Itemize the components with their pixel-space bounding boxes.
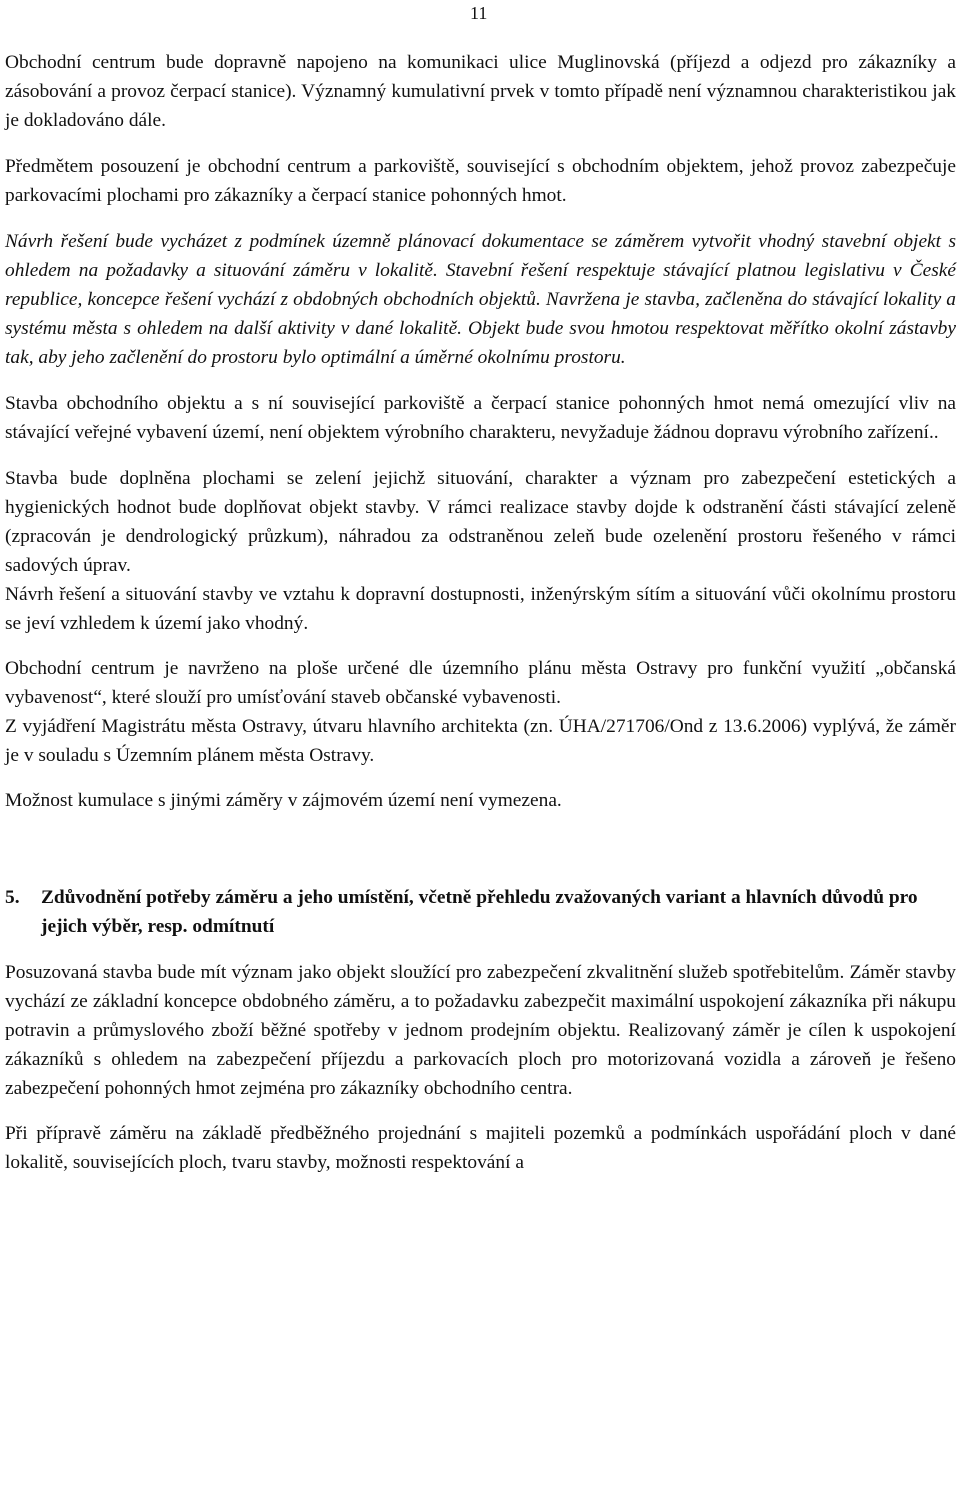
page-number: 11 [470, 3, 488, 23]
paragraph-traffic-connection: Obchodní centrum bude dopravně napojeno na komunikaci ulice Muglinovská (příjezd a odjezd pro zákazníky a zásobování a provoz čerpací stanice). Významný kumulativní prvek v tomto případě není významnou charakteristikou jak je dokladováno dále. [5, 52, 956, 131]
section-number: 5. [5, 887, 20, 908]
paragraph-zoning-plan: Obchodní centrum je navrženo na ploše určené dle územního plánu města Ostravy pro funkční využití „občanská vybavenost“, které slouží pro umísťování staveb občanské vybavenosti. [5, 658, 956, 708]
paragraph-no-restrictive-impact: Stavba obchodního objektu a s ní související parkoviště a čerpací stanice pohonných hmot nemá omezující vliv na stávající veřejné vybavení území, není objektem výrobního charakteru, nevyžaduje žádnou dopravu výrobního zařízení.. [5, 393, 956, 443]
paragraph-greenery: Stavba bude doplněna plochami se zelení jejichž situování, charakter a význam pro zabezpečení estetických a hygienických hodnot bude doplňovat objekt stavby. V rámci realizace stavby dojde k odstranění části stávající zeleně (zpracován je dendrologický průzkum), náhradou za odstraněnou zeleň bude ozelenění prostoru řešeného v rámci sadových úprav. [5, 468, 956, 576]
paragraph-magistrate-statement: Z vyjádření Magistrátu města Ostravy, útvaru hlavního architekta (zn. ÚHA/271706/Ond z 13.6.2006) vyplývá, že záměr je v souladu s Územním plánem města Ostravy. [5, 716, 956, 766]
section-title: Zdůvodnění potřeby záměru a jeho umístění, včetně přehledu zvažovaných variant a hlavních důvodů pro jejich výběr, resp. odmítnutí [41, 887, 918, 937]
paragraph-design-solution: Návrh řešení bude vycházet z podmínek územně plánovací dokumentace se záměrem vytvořit vhodný stavební objekt s ohledem na požadavky a situování záměru v lokalitě. Stavební řešení respektuje stávající platnou legislativu v České republice, koncepce řešení vychází z obdobných obchodních objektů. Navržena je stavba, začleněna do stávající lokality a systému města s ohledem na další aktivity v dané lokalitě. Objekt bude svou hmotou respektovat měřítko okolní zástavby tak, aby jeho začlenění do prostoru bylo optimální a úměrné okolnímu prostoru. [5, 231, 956, 368]
paragraph-justification: Posuzovaná stavba bude mít význam jako objekt sloužící pro zabezpečení zkvalitnění služeb spotřebitelům. Záměr stavby vychází ze základní koncepce obdobného záměru, a to požadavku zabezpečit maximální uspokojení zákazníka při nákupu potravin a průmyslového zboží běžné spotřeby v jednom prodejním objektu. Realizovaný záměr je cílen k uspokojení zákazníků s ohledem na zabezpečení příjezdu a parkovacích ploch pro motorizovaná vozidla a zároveň je řešeno zabezpečení pohonných hmot zejména pro zákazníky obchodního centra. [5, 962, 956, 1099]
paragraph-cumulation: Možnost kumulace s jinými záměry v zájmovém území není vymezena. [5, 790, 562, 811]
section-heading [5, 883, 956, 941]
paragraph-situation-suitability: Návrh řešení a situování stavby ve vztahu k dopravní dostupnosti, inženýrským sítím a situování vůči okolnímu prostoru se jeví vzhledem k území jako vhodný. [5, 584, 956, 634]
paragraph-subject-of-assessment: Předmětem posouzení je obchodní centrum a parkoviště, související s obchodním objektem, jehož provoz zabezpečuje parkovacími plochami pro zákazníky a čerpací stanice pohonných hmot. [5, 156, 956, 206]
document-body [5, 48, 956, 1177]
paragraph-preparation: Při přípravě záměru na základě předběžného projednání s majiteli pozemků a podmínkách uspořádání ploch v dané lokalitě, souvisejících ploch, tvaru stavby, možnosti respektování a [5, 1123, 956, 1173]
